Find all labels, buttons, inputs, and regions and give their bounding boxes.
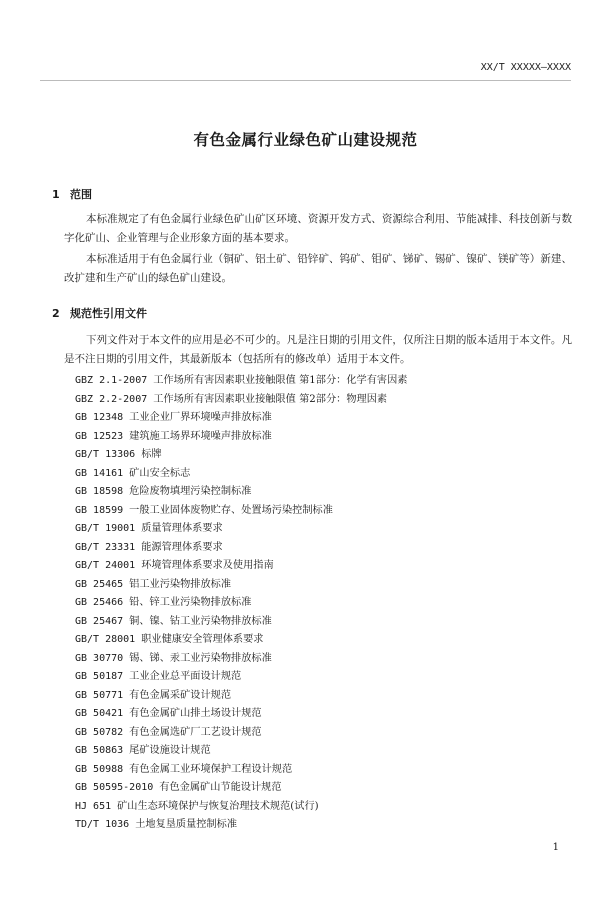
- reference-item: [75, 576, 407, 595]
- section-number: 1: [52, 188, 60, 201]
- reference-code: GBZ 2.2-2007: [75, 393, 148, 405]
- reference-title: 有色金属矿山节能设计规范: [159, 782, 282, 793]
- header-divider: [40, 80, 571, 81]
- section-1-heading: [52, 186, 92, 202]
- reference-code: GB/T 23331: [75, 541, 136, 553]
- reference-code: TD/T 1036: [75, 819, 130, 830]
- section-number: 2: [52, 307, 60, 320]
- reference-item: [75, 557, 407, 576]
- section-title: 规范性引用文件: [70, 307, 147, 320]
- reference-item: [75, 446, 407, 465]
- reference-title: 锡、锑、汞工业污染物排放标准: [129, 652, 272, 664]
- reference-code: GB 12348: [75, 412, 124, 423]
- section-title: 范围: [70, 188, 92, 201]
- reference-code: GB 50187: [75, 671, 124, 682]
- reference-title: 工业企业总平面设计规范: [129, 671, 242, 682]
- reference-title: 质量管理体系要求: [141, 523, 223, 534]
- reference-title: 工作场所有害因素职业接触限值 第1部分：化学有害因素: [153, 375, 408, 386]
- reference-item: [75, 724, 407, 743]
- reference-title: 铅、锌工业污染物排放标准: [129, 597, 252, 608]
- reference-code: GB 30770: [75, 652, 124, 664]
- reference-item: [75, 705, 407, 724]
- reference-item: [75, 742, 407, 761]
- reference-item: [75, 613, 407, 632]
- reference-code: GB 50595-2010: [75, 782, 154, 793]
- reference-item: [75, 594, 407, 613]
- reference-item: [75, 650, 407, 669]
- reference-title: 一般工业固体废物贮存、处置场污染控制标准: [129, 504, 333, 516]
- reference-title: 建筑施工场界环境噪声排放标准: [129, 430, 272, 442]
- reference-title: 铜、镍、钴工业污染物排放标准: [129, 615, 272, 627]
- reference-item: [75, 798, 407, 817]
- reference-list: [75, 372, 407, 835]
- reference-code: GB 50988: [75, 763, 124, 775]
- reference-item: [75, 372, 407, 391]
- reference-title: 标牌: [141, 449, 162, 460]
- reference-code: GB/T 19001: [75, 523, 136, 534]
- reference-code: GB 50782: [75, 726, 124, 738]
- reference-item: [75, 502, 407, 521]
- reference-title: 能源管理体系要求: [141, 541, 223, 553]
- reference-title: 铝工业污染物排放标准: [129, 578, 232, 590]
- reference-code: GB 50863: [75, 745, 124, 756]
- reference-title: 环境管理体系要求及使用指南: [141, 560, 274, 571]
- reference-code: GB/T 24001: [75, 560, 136, 571]
- reference-item: [75, 391, 407, 410]
- reference-title: 工业企业厂界环境噪声排放标准: [129, 412, 272, 423]
- document-title: 有色金属行业绿色矿山建设规范: [193, 131, 418, 149]
- reference-title: 有色金属采矿设计规范: [129, 689, 232, 701]
- reference-item: [75, 539, 407, 558]
- reference-code: GB 14161: [75, 467, 124, 479]
- reference-item: [75, 520, 407, 539]
- reference-title: 土地复垦质量控制标准: [135, 819, 238, 830]
- reference-code: GB 25466: [75, 597, 124, 608]
- reference-title: 有色金属选矿厂工艺设计规范: [129, 726, 262, 738]
- reference-code: HJ 651: [75, 800, 112, 812]
- reference-title: 职业健康安全管理体系要求: [141, 634, 264, 645]
- reference-code: GB 18599: [75, 504, 124, 516]
- reference-item: [75, 409, 407, 428]
- reference-item: [75, 816, 407, 835]
- reference-title: 危险废物填埋污染控制标准: [129, 486, 252, 497]
- reference-title: 有色金属工业环境保护工程设计规范: [129, 763, 293, 775]
- reference-code: GB 25467: [75, 615, 124, 627]
- scope-paragraph-1: 本标准规定了有色金属行业绿色矿山矿区环境、资源开发方式、资源综合利用、节能减排、科技创新与数字化矿山、企业管理与企业形象方面的基本要求。: [64, 213, 572, 244]
- reference-title: 工作场所有害因素职业接触限值 第2部分：物理因素: [153, 393, 388, 405]
- reference-code: GB 25465: [75, 578, 124, 590]
- reference-title: 尾矿设施设计规范: [129, 745, 211, 756]
- reference-item: [75, 465, 407, 484]
- page-number: 1: [552, 842, 559, 853]
- reference-title: 矿山生态环境保护与恢复治理技术规范(试行): [117, 800, 319, 812]
- reference-code: GB/T 28001: [75, 634, 136, 645]
- reference-code: GBZ 2.1-2007: [75, 375, 148, 386]
- references-intro: 下列文件对于本文件的应用是必不可少的。凡是注日期的引用文件，仅所注日期的版本适用于本文件。凡是不注日期的引用文件，其最新版本（包括所有的修改单）适用于本文件。: [64, 334, 572, 365]
- reference-title: 有色金属矿山排土场设计规范: [129, 708, 262, 719]
- reference-item: [75, 687, 407, 706]
- reference-item: [75, 668, 407, 687]
- reference-code: GB 12523: [75, 430, 124, 442]
- reference-code: GB 18598: [75, 486, 124, 497]
- reference-item: [75, 483, 407, 502]
- reference-item: [75, 779, 407, 798]
- reference-code: GB 50771: [75, 689, 124, 701]
- reference-title: 矿山安全标志: [129, 467, 191, 479]
- reference-item: [75, 428, 407, 447]
- scope-paragraph-2: 本标准适用于有色金属行业（铜矿、铝土矿、铅锌矿、钨矿、钼矿、锑矿、锡矿、镍矿、镁矿等）新建、改扩建和生产矿山的绿色矿山建设。: [64, 253, 572, 284]
- section-2-heading: [52, 305, 147, 321]
- reference-item: [75, 761, 407, 780]
- document-code: XX/T XXXXX—XXXX: [480, 62, 571, 73]
- reference-item: [75, 631, 407, 650]
- reference-code: GB/T 13306: [75, 449, 136, 460]
- reference-code: GB 50421: [75, 708, 124, 719]
